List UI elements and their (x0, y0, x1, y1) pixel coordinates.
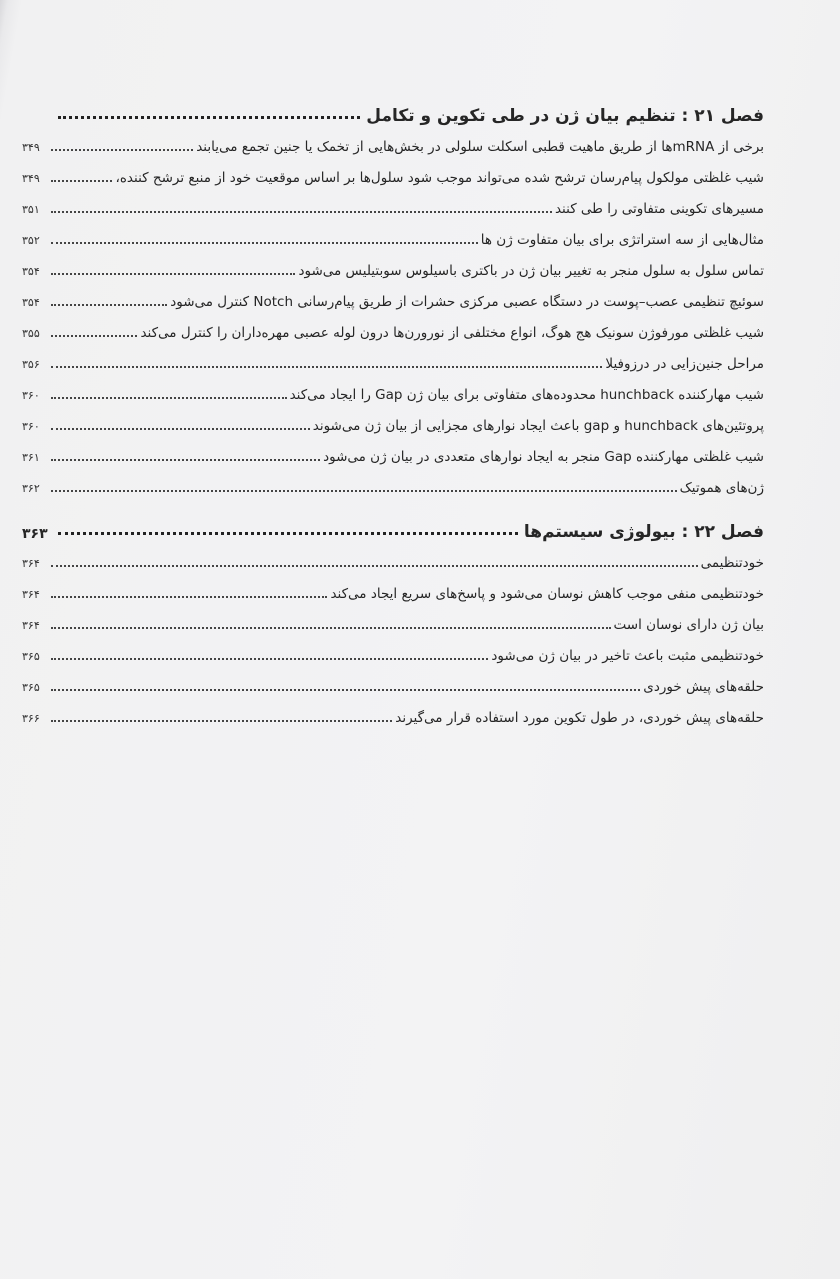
dot-leader (58, 532, 518, 535)
toc-entry (22, 126, 764, 157)
dot-leader (51, 689, 640, 691)
toc-entry (22, 374, 764, 405)
toc-entry (22, 250, 764, 281)
dot-leader (51, 720, 392, 722)
dot-leader (51, 658, 488, 660)
dot-leader (51, 428, 310, 430)
entry-page-number: ۳۶۴ (22, 588, 40, 601)
dot-leader (51, 149, 193, 151)
entry-page-number: ۳۵۲ (22, 234, 40, 247)
entry-title: مثال‌هایی از سه استراتژی برای بیان متفاوت ژن ها (480, 232, 764, 248)
dot-leader (58, 116, 360, 119)
entry-title: برخی از mRNAها از طریق ماهیت قطبی اسکلت سلولی در بخش‌هایی از تخمک یا جنین تجمع می‌یابند (196, 139, 764, 155)
toc-entry (22, 188, 764, 219)
entry-page-number: ۳۶۶ (22, 712, 40, 725)
toc-entry (22, 604, 764, 635)
toc-entry (22, 436, 764, 467)
entry-page-number: ۳۶۲ (22, 482, 40, 495)
toc-entry (22, 573, 764, 604)
chapter-title: فصل ۲۲ : بیولوژی سیستم‌ها (523, 522, 764, 542)
dot-leader (51, 304, 167, 306)
entry-title: مسیرهای تکوینی متفاوتی را طی کنند (554, 201, 764, 217)
dot-leader (51, 565, 698, 567)
toc-entry (22, 405, 764, 436)
entry-title: شیب غلظتی مورفوژن سونیک هج هوگ، انواع مختلفی از نورورن‌ها درون لوله عصبی مهره‌داران را کنترل می‌کند (140, 325, 764, 341)
toc-entry (22, 542, 764, 573)
dot-leader (51, 335, 137, 337)
entry-title: شیب غلظتی مهارکننده Gap منجر به ایجاد نوارهای متعددی در بیان ژن می‌شود (323, 449, 764, 465)
entry-title: ژن‌های هموتیک (679, 480, 764, 496)
entry-page-number: ۳۶۴ (22, 557, 40, 570)
toc-entry (22, 635, 764, 666)
dot-leader (51, 242, 478, 244)
entry-title: مراحل جنین‌زایی در درزوفیلا (605, 356, 764, 372)
section-spacer (22, 498, 764, 508)
toc-entry (22, 467, 764, 498)
entry-title: بیان ژن دارای نوسان است (613, 617, 764, 633)
dot-leader (51, 627, 611, 629)
entry-title: سوئیچ تنظیمی عصب–پوست در دستگاه عصبی مرکزی حشرات از طریق پیام‌رسانی Notch کنترل می‌شود (170, 294, 764, 310)
dot-leader (51, 273, 295, 275)
toc-entry (22, 697, 764, 728)
toc-entry (22, 157, 764, 188)
entry-title: حلقه‌های پیش خوردی، در طول تکوین مورد استفاده قرار می‌گیرند (395, 710, 764, 726)
entry-page-number: ۳۶۰ (22, 389, 40, 402)
entry-page-number: ۳۵۱ (22, 203, 40, 216)
dot-leader (51, 180, 112, 182)
toc-entry (22, 281, 764, 312)
table-of-contents (22, 92, 764, 728)
entry-page-number: ۳۶۱ (22, 451, 40, 464)
toc-entry (22, 343, 764, 374)
dot-leader (51, 596, 327, 598)
entry-page-number: ۳۴۹ (22, 141, 40, 154)
entry-page-number: ۳۵۵ (22, 327, 40, 340)
toc-entry (22, 219, 764, 250)
entry-page-number: ۳۵۶ (22, 358, 40, 371)
entry-page-number: ۳۴۹ (22, 172, 40, 185)
toc-entry (22, 312, 764, 343)
entry-page-number: ۳۵۴ (22, 296, 40, 309)
entry-page-number: ۳۶۵ (22, 650, 40, 663)
entry-page-number: ۳۶۴ (22, 619, 40, 632)
chapter-page-number: ۳۶۳ (22, 526, 48, 542)
dot-leader (51, 211, 552, 213)
dot-leader (51, 366, 602, 368)
entry-page-number: ۳۶۵ (22, 681, 40, 694)
chapter-title: فصل ۲۱ : تنظیم بیان ژن در طی تکوین و تکامل (366, 106, 764, 126)
entry-title: خودتنظیمی منفی موجب کاهش نوسان می‌شود و پاسخ‌های سریع ایجاد می‌کند (330, 586, 764, 602)
entry-title: شیب غلظتی مولکول پیام‌رسان ترشح شده می‌تواند موجب شود سلول‌ها بر اساس موقعیت خود از منبع ترشح کننده، (115, 170, 764, 186)
dot-leader (51, 490, 677, 492)
entry-title: پروتئین‌های hunchback و gap باعث ایجاد نوارهای مجزایی از بیان ژن می‌شوند (312, 418, 764, 434)
entry-page-number: ۳۵۴ (22, 265, 40, 278)
entry-page-number: ۳۶۰ (22, 420, 40, 433)
chapter-heading (22, 92, 764, 126)
chapter-heading (22, 508, 764, 542)
toc-entry (22, 666, 764, 697)
entry-title: شیب مهارکننده hunchback محدوده‌های متفاوتی برای بیان ژن Gap را ایجاد می‌کند (289, 387, 764, 403)
entry-title: تماس سلول به سلول منجر به تغییر بیان ژن در باکتری باسیلوس سوبتیلیس می‌شود (298, 263, 764, 279)
entry-title: خودتنظیمی مثبت باعث تاخیر در بیان ژن می‌شود (491, 648, 764, 664)
dot-leader (51, 397, 287, 399)
entry-title: حلقه‌های پیش خوردی (643, 679, 764, 695)
entry-title: خودتنظیمی (700, 555, 764, 571)
dot-leader (51, 459, 320, 461)
